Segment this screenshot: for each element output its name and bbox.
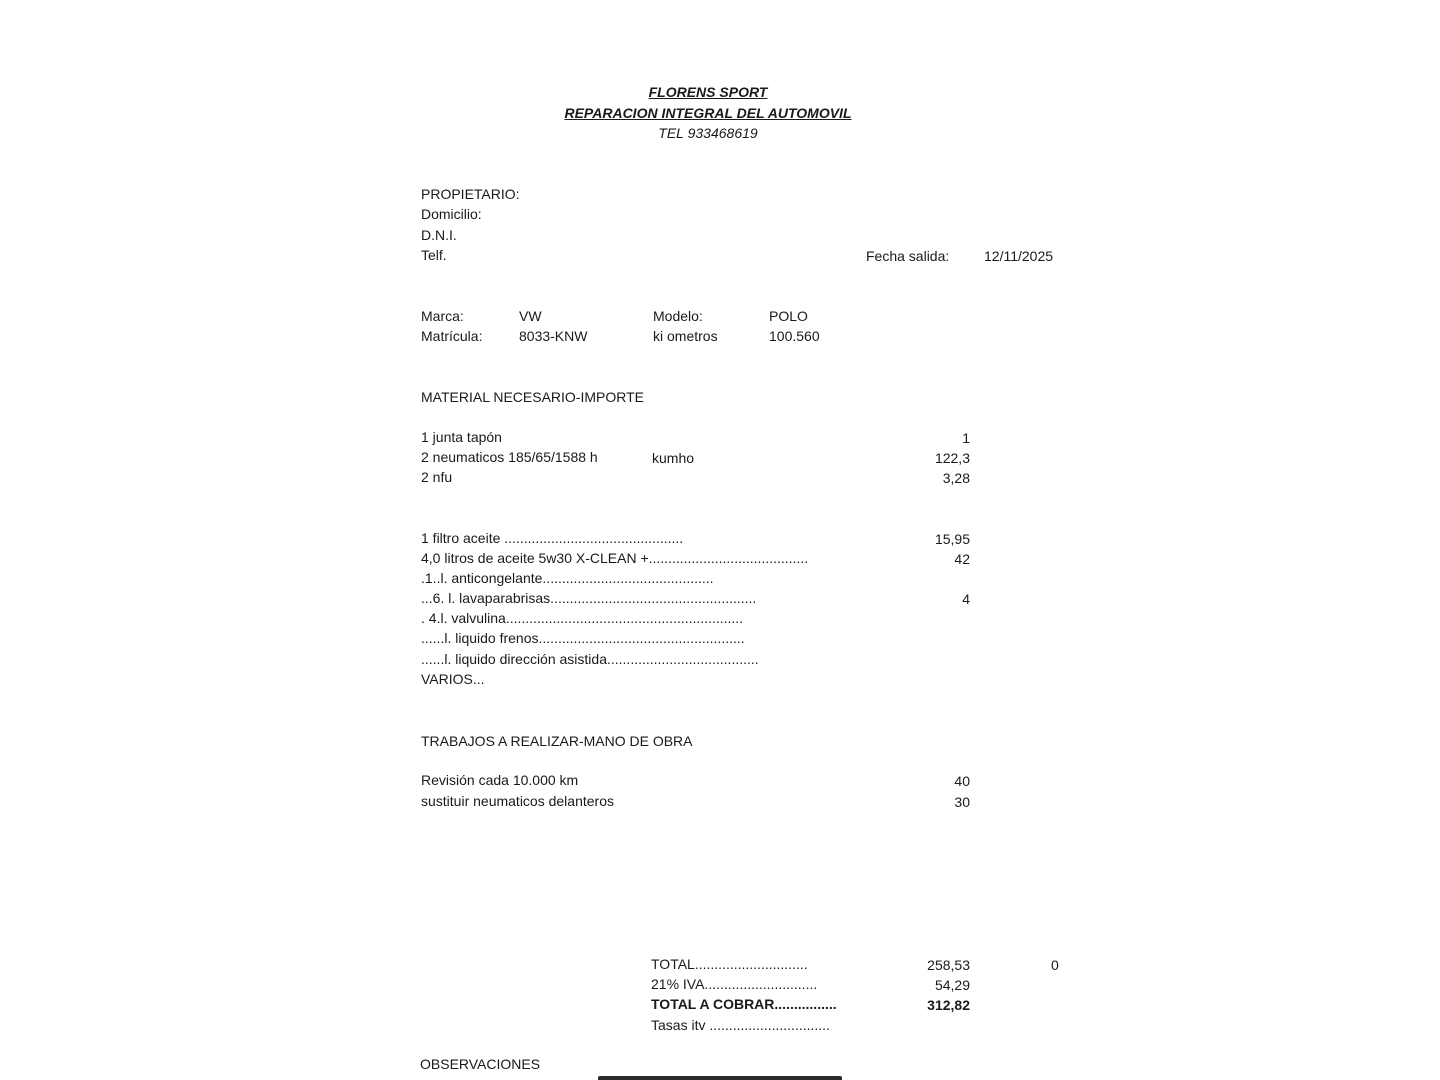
dni-label: D.N.I. (421, 227, 457, 243)
material-item-amount: 122,3 (934, 450, 970, 466)
model-value: POLO (769, 308, 808, 324)
material-item-desc: ...6. l. lavaparabrisas..................................................... (421, 590, 757, 606)
total-label: TOTAL............................. (651, 956, 808, 972)
plate-value: 8033-KNW (519, 328, 588, 344)
phone-label: Telf. (421, 247, 447, 263)
grand-total-value: 312,82 (927, 997, 970, 1013)
labor-item-amount: 30 (954, 794, 970, 810)
address-label: Domicilio: (421, 206, 482, 222)
km-value: 100.560 (769, 328, 820, 344)
total-value: 258,53 (927, 957, 970, 973)
material-item-desc: 4,0 litros de aceite 5w30 X-CLEAN +......................................... (421, 550, 809, 566)
observations-label: OBSERVACIONES (420, 1056, 541, 1072)
material-item-desc: 1 junta tapón (421, 429, 502, 445)
model-label: Modelo: (653, 308, 703, 324)
vat-value: 54,29 (934, 977, 970, 993)
brand-label: Marca: (421, 308, 464, 324)
labor-item-amount: 40 (954, 773, 970, 789)
company-subtitle: REPARACION INTEGRAL DEL AUTOMOVIL (564, 105, 852, 121)
material-item-desc: ......l. liquido frenos..................................................... (421, 630, 745, 646)
owner-label: PROPIETARIO: (421, 186, 520, 202)
material-item-desc: 1 filtro aceite .............................................. (421, 530, 684, 546)
material-item-desc: . 4.l. valvulina............................................................. (421, 610, 744, 626)
material-item-desc: 2 neumaticos 185/65/1588 h (421, 449, 598, 465)
itv-fees-label: Tasas itv ............................... (651, 1017, 830, 1033)
labor-section-title: TRABAJOS A REALIZAR-MANO DE OBRA (421, 733, 693, 749)
material-item-brand: kumho (652, 450, 695, 466)
material-item-amount: 1 (962, 430, 970, 446)
material-item-amount: 42 (954, 551, 970, 567)
plate-label: Matrícula: (421, 328, 483, 344)
km-label: ki ometros (653, 328, 718, 344)
material-item-desc: ......l. liquido dirección asistida....................................... (421, 651, 759, 667)
vat-label: 21% IVA............................. (651, 976, 818, 992)
company-name: FLORENS SPORT (648, 84, 768, 100)
exit-date-label: Fecha salida: (866, 248, 950, 264)
exit-date-value: 12/11/2025 (984, 248, 1054, 264)
material-item-desc: VARIOS... (421, 671, 485, 687)
labor-item-desc: sustituir neumaticos delanteros (421, 793, 614, 809)
labor-item-desc: Revisión cada 10.000 km (421, 772, 579, 788)
material-item-amount: 15,95 (934, 531, 970, 547)
material-section-title: MATERIAL NECESARIO-IMPORTE (421, 389, 644, 405)
bottom-edge-bar (598, 1076, 842, 1080)
brand-value: VW (519, 308, 542, 324)
company-phone: TEL 933468619 (658, 125, 758, 141)
material-item-desc: .1..l. anticongelante............................................ (421, 570, 714, 586)
material-item-desc: 2 nfu (421, 469, 453, 485)
material-item-amount: 4 (962, 591, 970, 607)
grand-total-label: TOTAL A COBRAR................ (651, 996, 837, 1012)
material-item-amount: 3,28 (942, 470, 970, 486)
total-extra-value: 0 (1051, 957, 1059, 973)
